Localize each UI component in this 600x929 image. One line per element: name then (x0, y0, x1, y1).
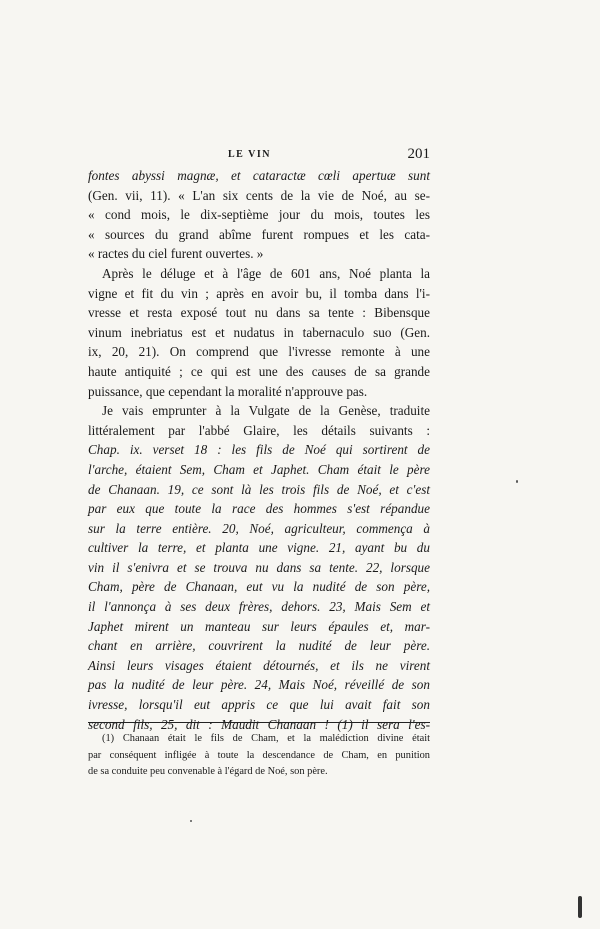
print-speck (516, 480, 518, 483)
footnote-line: par conséquent infligée à toute la descendance de Cham, en punition (88, 749, 430, 761)
text-line: cultiver la terre, et planta une vigne. 21, ayant bu du (88, 540, 430, 556)
text-line: Japhet mirent un manteau sur leurs épaules et, mar- (88, 618, 430, 634)
text-line: chant en arrière, couvrirent la nudité de leur père. (88, 638, 430, 654)
text-line: vinum inebriatus est et nudatus in tabernaculo suo (Gen. (88, 324, 430, 340)
text-line: ix, 20, 21). On comprend que l'ivresse remonte à une (88, 344, 430, 360)
print-speck (190, 820, 192, 822)
text-line: vigne et fit du vin ; après en avoir bu, il tomba dans l'i- (88, 285, 430, 301)
text-line: « sources du grand abîme furent rompues et les cata- (88, 226, 430, 242)
running-title: LE VIN (228, 149, 271, 160)
text-line: haute antiquité ; ce qui est une des causes de sa grande (88, 363, 430, 379)
text-line: « cond mois, le dix-septième jour du mois, toutes les (88, 207, 430, 223)
text-line: pas la nudité de leur père. 24, Mais Noé, réveillé de son (88, 677, 430, 693)
text-line: Chap. ix. verset 18 : les fils de Noé qui sortirent de (88, 442, 430, 458)
text-line: vresse et resta exposé tout nu dans sa tente : Bibensque (88, 305, 430, 321)
text-line: par eux que toute la race des hommes s'est répandue (88, 501, 430, 517)
text-line: sur la terre entière. 20, Noé, agriculteur, commença à (88, 520, 430, 536)
text-line: l'arche, étaient Sem, Cham et Japhet. Cham était le père (88, 461, 430, 477)
text-line: « ractes du ciel furent ouvertes. » (88, 246, 264, 262)
footnote-line: (1) Chanaan était le fils de Cham, et la malédiction divine était (102, 733, 430, 744)
text-line: littéralement par l'abbé Glaire, les détails suivants : (88, 422, 430, 438)
footnote-line: de sa conduite peu convenable à l'égard de Noé, son père. (88, 766, 328, 777)
print-speck (578, 896, 582, 918)
text-line: Ainsi leurs visages étaient détournés, et ils ne virent (88, 657, 430, 673)
text-line: de Chanaan. 19, ce sont là les trois fils de Noé, et c'est (88, 481, 430, 497)
page-number: 201 (407, 146, 430, 162)
text-line: Je vais emprunter à la Vulgate de la Genèse, traduite (102, 403, 430, 419)
body-text (88, 166, 430, 734)
text-line: puissance, que cependant la moralité n'approuve pas. (88, 383, 368, 399)
page-header (88, 146, 430, 166)
footnote-divider (88, 722, 430, 723)
text-line: ivresse, lorsqu'il eut appris ce que lui avait fait son (88, 697, 430, 713)
text-line: second fils, 25, dit : Maudit Chanaan ! (1) il sera l'es- (88, 716, 430, 732)
text-line: il l'annonça à ses deux frères, dehors. 23, Mais Sem et (88, 599, 430, 615)
footnote (88, 731, 430, 781)
text-line: Après le déluge et à l'âge de 601 ans, Noé planta la (102, 265, 430, 281)
text-line: vin il s'enivra et se trouva nu dans sa tente. 22, lorsque (88, 559, 430, 575)
text-line: Cham, père de Chanaan, eut vu la nudité de son père, (88, 579, 430, 595)
text-line: (Gen. vii, 11). « L'an six cents de la vie de Noé, au se- (88, 187, 430, 203)
text-line: fontes abyssi magnæ, et cataractæ cœli apertuæ sunt (88, 168, 430, 183)
